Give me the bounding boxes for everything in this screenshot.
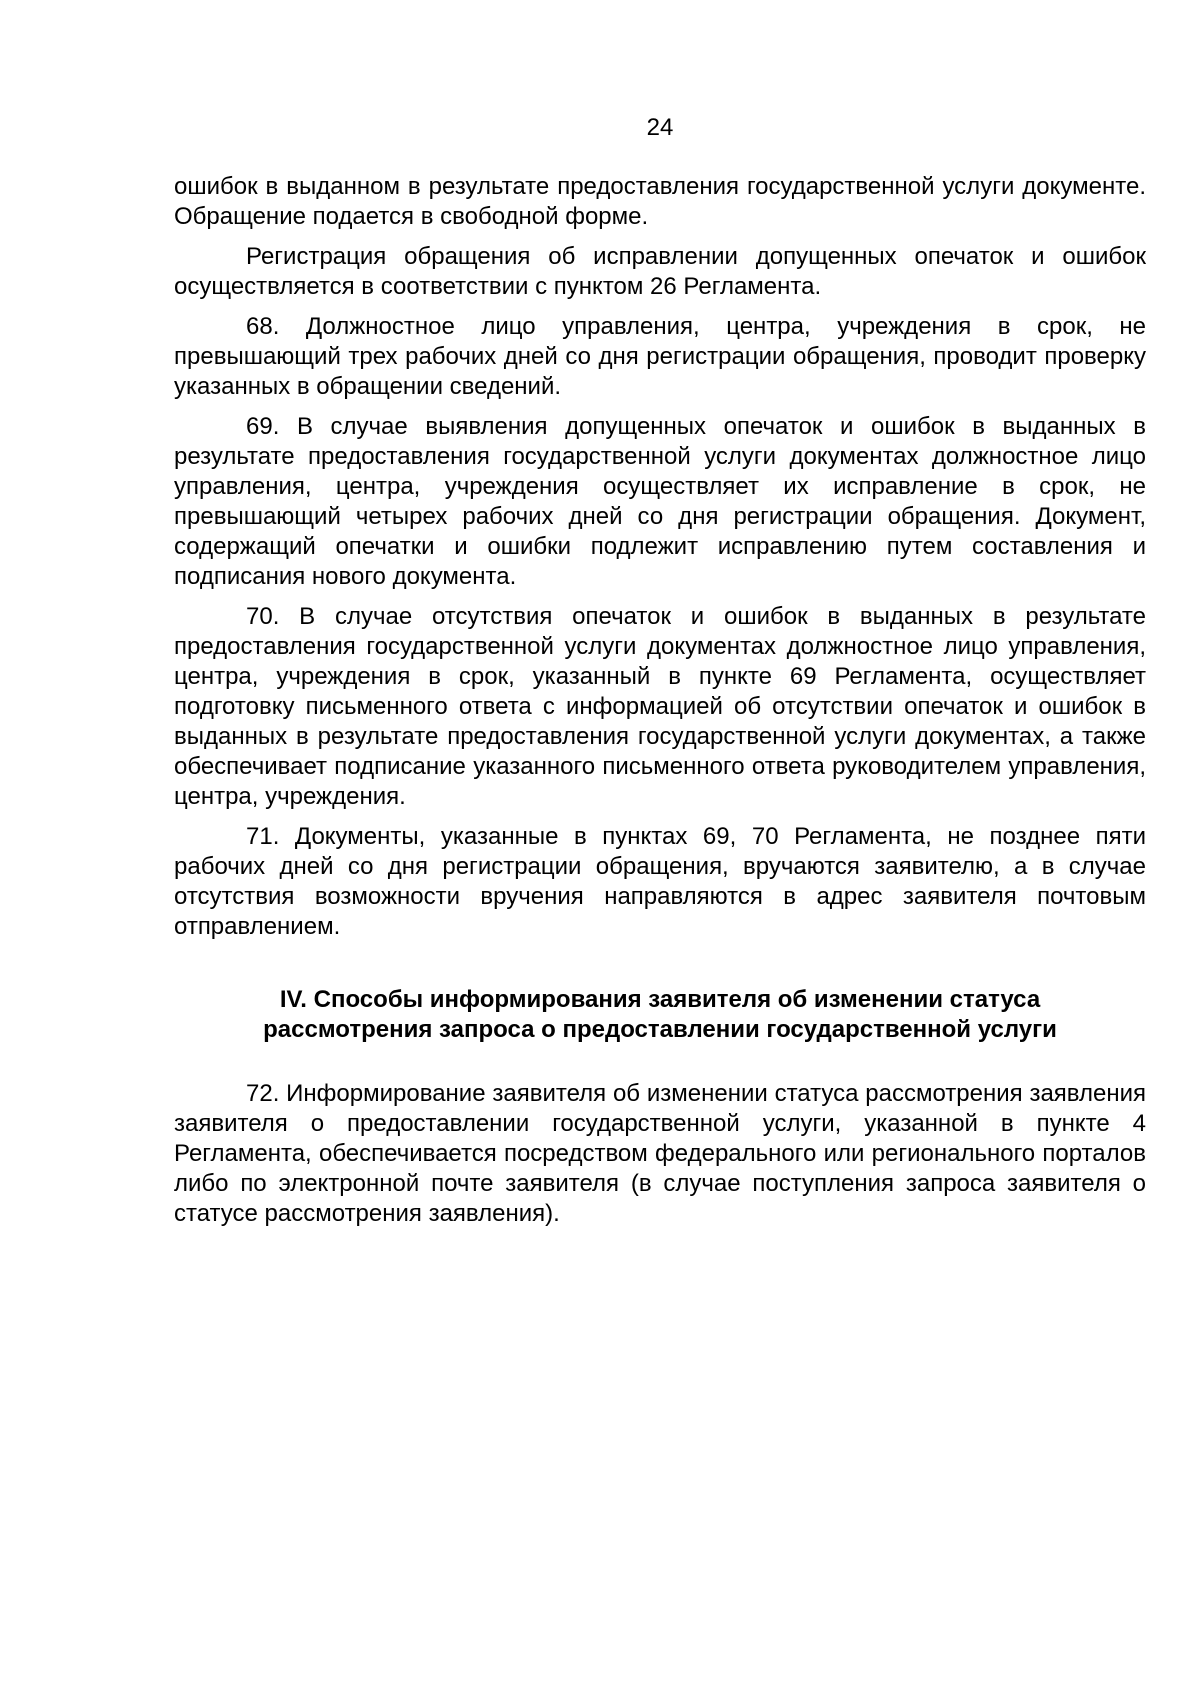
section-heading-line-1: IV. Способы информирования заявителя об изменении статуса (279, 986, 1041, 1013)
document-body (174, 172, 1146, 1239)
paragraph-69: 69. В случае выявления допущенных опечаток и ошибок в выданных в результате предоставления государственной услуги документах должностное лицо управления, центра, учреждения осуществляет их исправление в срок, не превышающий четырех рабочих дней со дня регистрации обращения. Документ, содержащий опечатки и ошибки подлежит исправлению путем составления и подписания нового документа. (174, 413, 1146, 590)
paragraph-71: 71. Документы, указанные в пунктах 69, 70 Регламента, не позднее пяти рабочих дней со дня регистрации обращения, вручаются заявителю, а в случае отсутствия возможности вручения направляются в адрес заявителя почтовым отправлением. (174, 823, 1146, 940)
paragraph-continuation: ошибок в выданном в результате предоставления государственной услуги документе. Обращение подается в свободной форме. (174, 173, 1146, 230)
paragraph-70: 70. В случае отсутствия опечаток и ошибок в выданных в результате предоставления государственной услуги документах должностное лицо управления, центра, учреждения в срок, указанный в пункте 69 Регламента, осуществляет подготовку письменного ответа с информацией об отсутствии опечаток и ошибок в выданных в результате предоставления государственной услуги документах, а также обеспечивает подписание указанного письменного ответа руководителем управления, центра, учреждения. (174, 603, 1146, 810)
page-number: 24 (646, 114, 674, 141)
paragraph-68: 68. Должностное лицо управления, центра, учреждения в срок, не превышающий трех рабочих дней со дня регистрации обращения, проводит проверку указанных в обращении сведений. (174, 313, 1146, 400)
section-heading-line-2: рассмотрения запроса о предоставлении государственной услуги (263, 1016, 1057, 1043)
section-heading (174, 985, 1146, 1045)
paragraph-registration: Регистрация обращения об исправлении допущенных опечаток и ошибок осуществляется в соответствии с пунктом 26 Регламента. (174, 243, 1146, 300)
paragraph-72: 72. Информирование заявителя об изменении статуса рассмотрения заявления заявителя о предоставлении государственной услуги, указанной в пункте 4 Регламента, обеспечивается посредством федерального или регионального порталов либо по электронной почте заявителя (в случае поступления запроса заявителя о статусе рассмотрения заявления). (174, 1080, 1146, 1227)
